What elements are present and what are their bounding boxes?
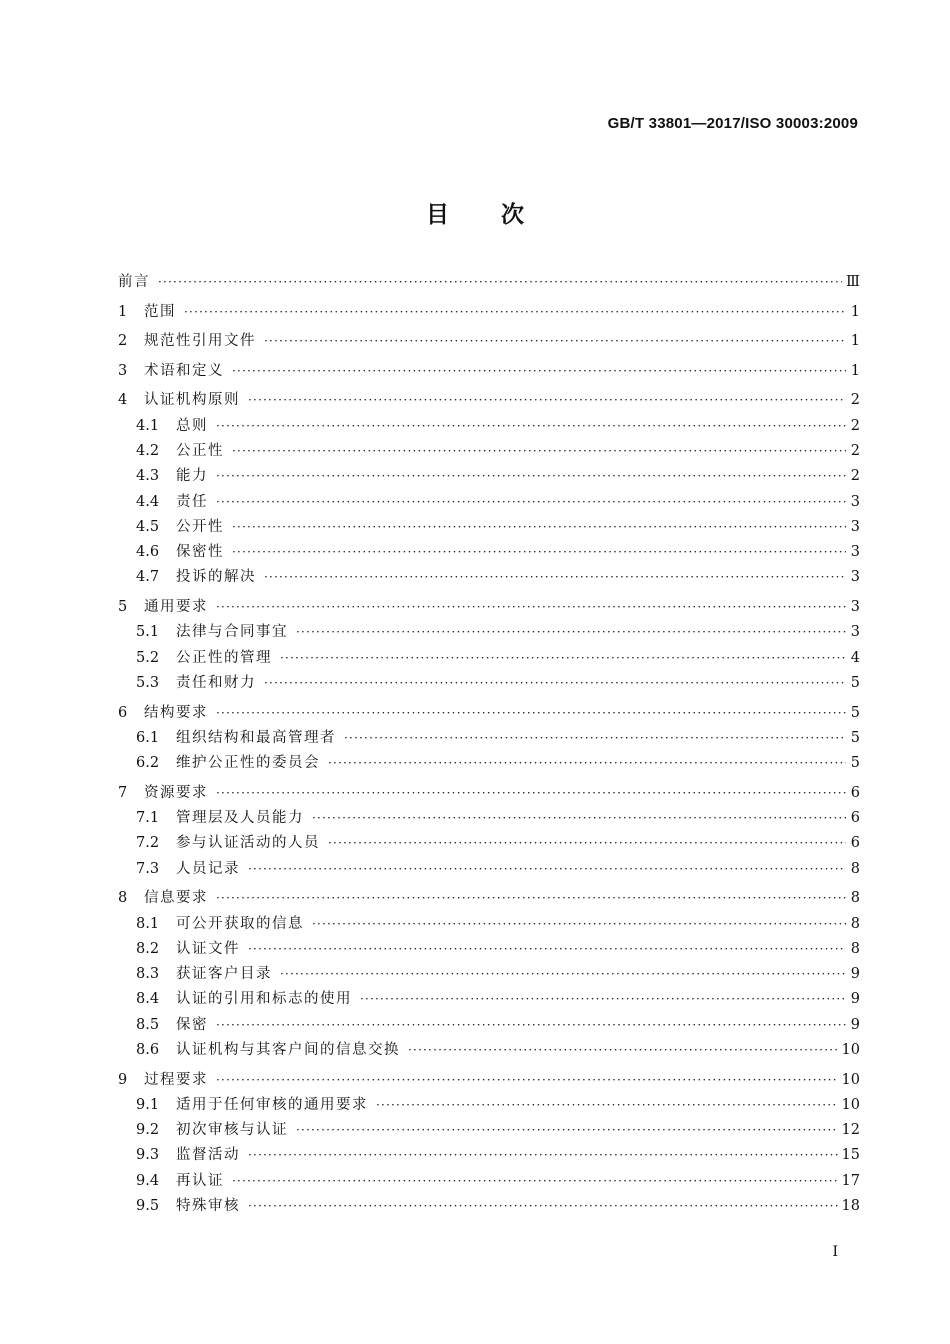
toc-entry-number: 9.2 [136, 1122, 160, 1139]
toc-dot-leader [216, 414, 846, 439]
toc-dot-leader [280, 962, 846, 987]
toc-entry-page: 5 [850, 674, 860, 691]
toc-entry-number: 6.1 [136, 729, 160, 746]
toc-entry-label: 前言 [118, 274, 150, 290]
toc-entry-number: 8.5 [136, 1016, 160, 1033]
toc-entry-label: 特殊审核 [176, 1198, 240, 1215]
toc-entry[interactable] [118, 831, 860, 856]
title-char: 目 [426, 202, 449, 228]
toc-entry-number: 5 [118, 599, 128, 616]
toc-entry[interactable] [118, 701, 860, 726]
toc-entry-label: 结构要求 [144, 704, 208, 721]
toc-entry[interactable] [118, 1169, 860, 1194]
toc-dot-leader [216, 886, 846, 911]
toc-entry-page: 9 [850, 966, 860, 983]
toc-entry-page: 3 [850, 624, 860, 641]
toc-entry[interactable] [118, 726, 860, 751]
toc-entry[interactable] [118, 987, 860, 1012]
toc-entry-label: 投诉的解决 [176, 569, 256, 586]
toc-entry-number: 7.3 [136, 860, 160, 877]
toc-dot-leader [232, 540, 846, 565]
toc-entry[interactable] [118, 1013, 860, 1038]
toc-entry[interactable] [118, 646, 860, 671]
toc-entry-label: 规范性引用文件 [144, 333, 256, 350]
toc-entry[interactable] [118, 300, 860, 325]
toc-entry[interactable] [118, 620, 860, 645]
toc-dot-leader [408, 1038, 838, 1063]
toc-entry[interactable] [118, 540, 860, 565]
toc-entry-page: 9 [850, 991, 860, 1008]
toc-dot-leader [216, 464, 846, 489]
toc-entry-label: 认证机构原则 [144, 392, 240, 409]
toc-entry-page: 8 [850, 915, 860, 932]
toc-dot-leader [216, 490, 846, 515]
toc-dot-leader [328, 751, 846, 776]
toc-entry-number: 7.1 [136, 810, 160, 827]
toc-dot-leader [216, 1068, 838, 1093]
toc-entry-label: 法律与合同事宜 [176, 624, 288, 641]
standard-code: GB/T 33801—2017/ISO 30003:2009 [607, 115, 858, 132]
toc-entry-number: 8.2 [136, 940, 160, 957]
toc-entry-number: 8.6 [136, 1041, 160, 1058]
toc-entry-page: 3 [850, 493, 860, 510]
toc-dot-leader [376, 1093, 838, 1118]
toc-entry-label: 过程要求 [144, 1071, 208, 1088]
toc-dot-leader [312, 912, 846, 937]
toc-entry-page: 1 [850, 362, 860, 379]
toc-entry-label: 范围 [144, 303, 176, 320]
toc-entry-number: 1 [118, 303, 128, 320]
toc-entry-label: 管理层及人员能力 [176, 810, 304, 827]
toc-entry-number: 6 [118, 704, 128, 721]
toc-entry-label: 术语和定义 [144, 362, 224, 379]
toc-entry-page: 15 [841, 1147, 860, 1164]
toc-entry-number: 4.5 [136, 518, 160, 535]
toc-entry-label: 初次审核与认证 [176, 1122, 288, 1139]
toc-entry-label: 资源要求 [144, 784, 208, 801]
toc-entry[interactable] [118, 359, 860, 384]
toc-dot-leader [344, 726, 846, 751]
toc-entry-page: 18 [841, 1198, 860, 1215]
toc-entry-label: 通用要求 [144, 599, 208, 616]
toc-entry-number: 8.1 [136, 915, 160, 932]
toc-entry-number: 5.1 [136, 624, 160, 641]
toc-entry-number: 3 [118, 362, 128, 379]
toc-entry-page: 8 [850, 940, 860, 957]
toc-entry-page: 4 [850, 649, 860, 666]
toc-entry[interactable] [118, 1068, 860, 1093]
toc-entry-page: 2 [850, 417, 860, 434]
page-title [0, 196, 950, 229]
toc-entry-page: 5 [850, 729, 860, 746]
toc-entry-number: 9.3 [136, 1147, 160, 1164]
toc-entry-label: 认证文件 [176, 940, 240, 957]
toc-entry[interactable] [118, 515, 860, 540]
toc-entry[interactable] [118, 1038, 860, 1063]
toc-entry-label: 认证机构与其客户间的信息交换 [176, 1041, 400, 1058]
toc-dot-leader [360, 987, 846, 1012]
toc-entry[interactable] [118, 414, 860, 439]
title-char: 次 [501, 202, 524, 228]
page-number: I [832, 1244, 838, 1260]
toc-entry-number: 9 [118, 1071, 128, 1088]
toc-entry-number: 4.1 [136, 417, 160, 434]
toc-entry-label: 公正性 [176, 442, 224, 459]
toc-entry-number: 6.2 [136, 755, 160, 772]
toc-dot-leader [296, 620, 846, 645]
table-of-contents [118, 270, 860, 1219]
toc-entry-label: 可公开获取的信息 [176, 915, 304, 932]
toc-entry-number: 5.3 [136, 674, 160, 691]
toc-entry-number: 4.2 [136, 442, 160, 459]
toc-dot-leader [296, 1118, 838, 1143]
toc-entry[interactable] [118, 490, 860, 515]
toc-entry-page: 10 [841, 1071, 860, 1088]
toc-entry-number: 8.4 [136, 991, 160, 1008]
toc-entry-label: 责任 [176, 493, 208, 510]
toc-entry-number: 4.6 [136, 544, 160, 561]
toc-entry-number: 4.3 [136, 468, 160, 485]
toc-entry[interactable] [118, 329, 860, 354]
toc-entry[interactable] [118, 671, 860, 696]
toc-entry-label: 人员记录 [176, 860, 240, 877]
toc-entry-label: 组织结构和最高管理者 [176, 729, 336, 746]
toc-dot-leader [216, 1013, 846, 1038]
toc-entry-number: 7 [118, 784, 128, 801]
toc-entry-number: 4.7 [136, 569, 160, 586]
toc-dot-leader [158, 270, 842, 295]
toc-entry-number: 4.4 [136, 493, 160, 510]
toc-entry-number: 7.2 [136, 835, 160, 852]
toc-entry-page: 1 [850, 303, 860, 320]
toc-dot-leader [248, 937, 846, 962]
toc-entry-label: 公正性的管理 [176, 649, 272, 666]
toc-entry-number: 8.3 [136, 966, 160, 983]
toc-dot-leader [248, 857, 846, 882]
toc-entry-page: 2 [850, 392, 860, 409]
toc-entry-page: 3 [850, 518, 860, 535]
toc-entry-label: 公开性 [176, 518, 224, 535]
toc-dot-leader [264, 329, 846, 354]
toc-entry[interactable] [118, 937, 860, 962]
toc-entry[interactable] [118, 464, 860, 489]
toc-entry[interactable] [118, 781, 860, 806]
toc-entry-number: 9.4 [136, 1172, 160, 1189]
toc-entry-label: 能力 [176, 468, 208, 485]
toc-entry[interactable] [118, 1118, 860, 1143]
toc-entry[interactable] [118, 1143, 860, 1168]
toc-entry-label: 信息要求 [144, 890, 208, 907]
toc-entry[interactable] [118, 1093, 860, 1118]
toc-dot-leader [264, 671, 846, 696]
toc-dot-leader [280, 646, 846, 671]
toc-entry-page: 6 [850, 784, 860, 801]
toc-entry[interactable] [118, 595, 860, 620]
toc-entry-page: 9 [850, 1016, 860, 1033]
toc-entry[interactable] [118, 1194, 860, 1219]
toc-entry-page: 8 [850, 890, 860, 907]
toc-entry-number: 8 [118, 890, 128, 907]
toc-entry-label: 参与认证活动的人员 [176, 835, 320, 852]
toc-entry[interactable] [118, 388, 860, 413]
toc-dot-leader [232, 439, 846, 464]
toc-entry-label: 保密 [176, 1016, 208, 1033]
toc-entry-label: 再认证 [176, 1172, 224, 1189]
toc-dot-leader [232, 515, 846, 540]
toc-entry-page: Ⅲ [846, 274, 860, 290]
toc-entry-label: 适用于任何审核的通用要求 [176, 1096, 368, 1113]
toc-entry-label: 责任和财力 [176, 674, 256, 691]
toc-entry-page: 2 [850, 468, 860, 485]
toc-dot-leader [264, 565, 846, 590]
toc-dot-leader [248, 1143, 838, 1168]
toc-entry-page: 5 [850, 704, 860, 721]
toc-entry[interactable] [118, 912, 860, 937]
toc-entry-number: 9.1 [136, 1096, 160, 1113]
toc-dot-leader [216, 595, 846, 620]
toc-entry-label: 获证客户目录 [176, 966, 272, 983]
toc-entry-page: 3 [850, 599, 860, 616]
toc-entry-number: 2 [118, 333, 128, 350]
toc-dot-leader [216, 781, 846, 806]
toc-entry-page: 2 [850, 442, 860, 459]
toc-entry[interactable] [118, 751, 860, 776]
toc-entry-label: 保密性 [176, 544, 224, 561]
toc-entry-page: 1 [850, 333, 860, 350]
toc-entry-number: 5.2 [136, 649, 160, 666]
toc-entry[interactable] [118, 806, 860, 831]
toc-entry-page: 5 [850, 755, 860, 772]
toc-entry-page: 6 [850, 835, 860, 852]
toc-dot-leader [232, 1169, 838, 1194]
toc-entry[interactable] [118, 886, 860, 911]
toc-entry-label: 认证的引用和标志的使用 [176, 991, 352, 1008]
toc-entry-page: 17 [841, 1172, 860, 1189]
toc-entry-page: 12 [841, 1122, 860, 1139]
toc-entry-page: 10 [841, 1096, 860, 1113]
toc-entry-label: 总则 [176, 417, 208, 434]
toc-dot-leader [248, 1194, 838, 1219]
toc-dot-leader [328, 831, 846, 856]
toc-entry-page: 6 [850, 810, 860, 827]
toc-dot-leader [184, 300, 846, 325]
toc-entry[interactable] [118, 857, 860, 882]
toc-entry-page: 8 [850, 860, 860, 877]
toc-dot-leader [216, 701, 846, 726]
toc-entry-number: 9.5 [136, 1198, 160, 1215]
toc-entry-label: 维护公正性的委员会 [176, 755, 320, 772]
toc-dot-leader [248, 388, 846, 413]
toc-entry[interactable] [118, 270, 860, 295]
toc-dot-leader [312, 806, 846, 831]
toc-entry-page: 3 [850, 544, 860, 561]
toc-entry-number: 4 [118, 392, 128, 409]
toc-entry-label: 监督活动 [176, 1147, 240, 1164]
toc-entry[interactable] [118, 962, 860, 987]
toc-entry-page: 3 [850, 569, 860, 586]
toc-entry[interactable] [118, 439, 860, 464]
toc-entry[interactable] [118, 565, 860, 590]
toc-dot-leader [232, 359, 846, 384]
toc-entry-page: 10 [841, 1041, 860, 1058]
